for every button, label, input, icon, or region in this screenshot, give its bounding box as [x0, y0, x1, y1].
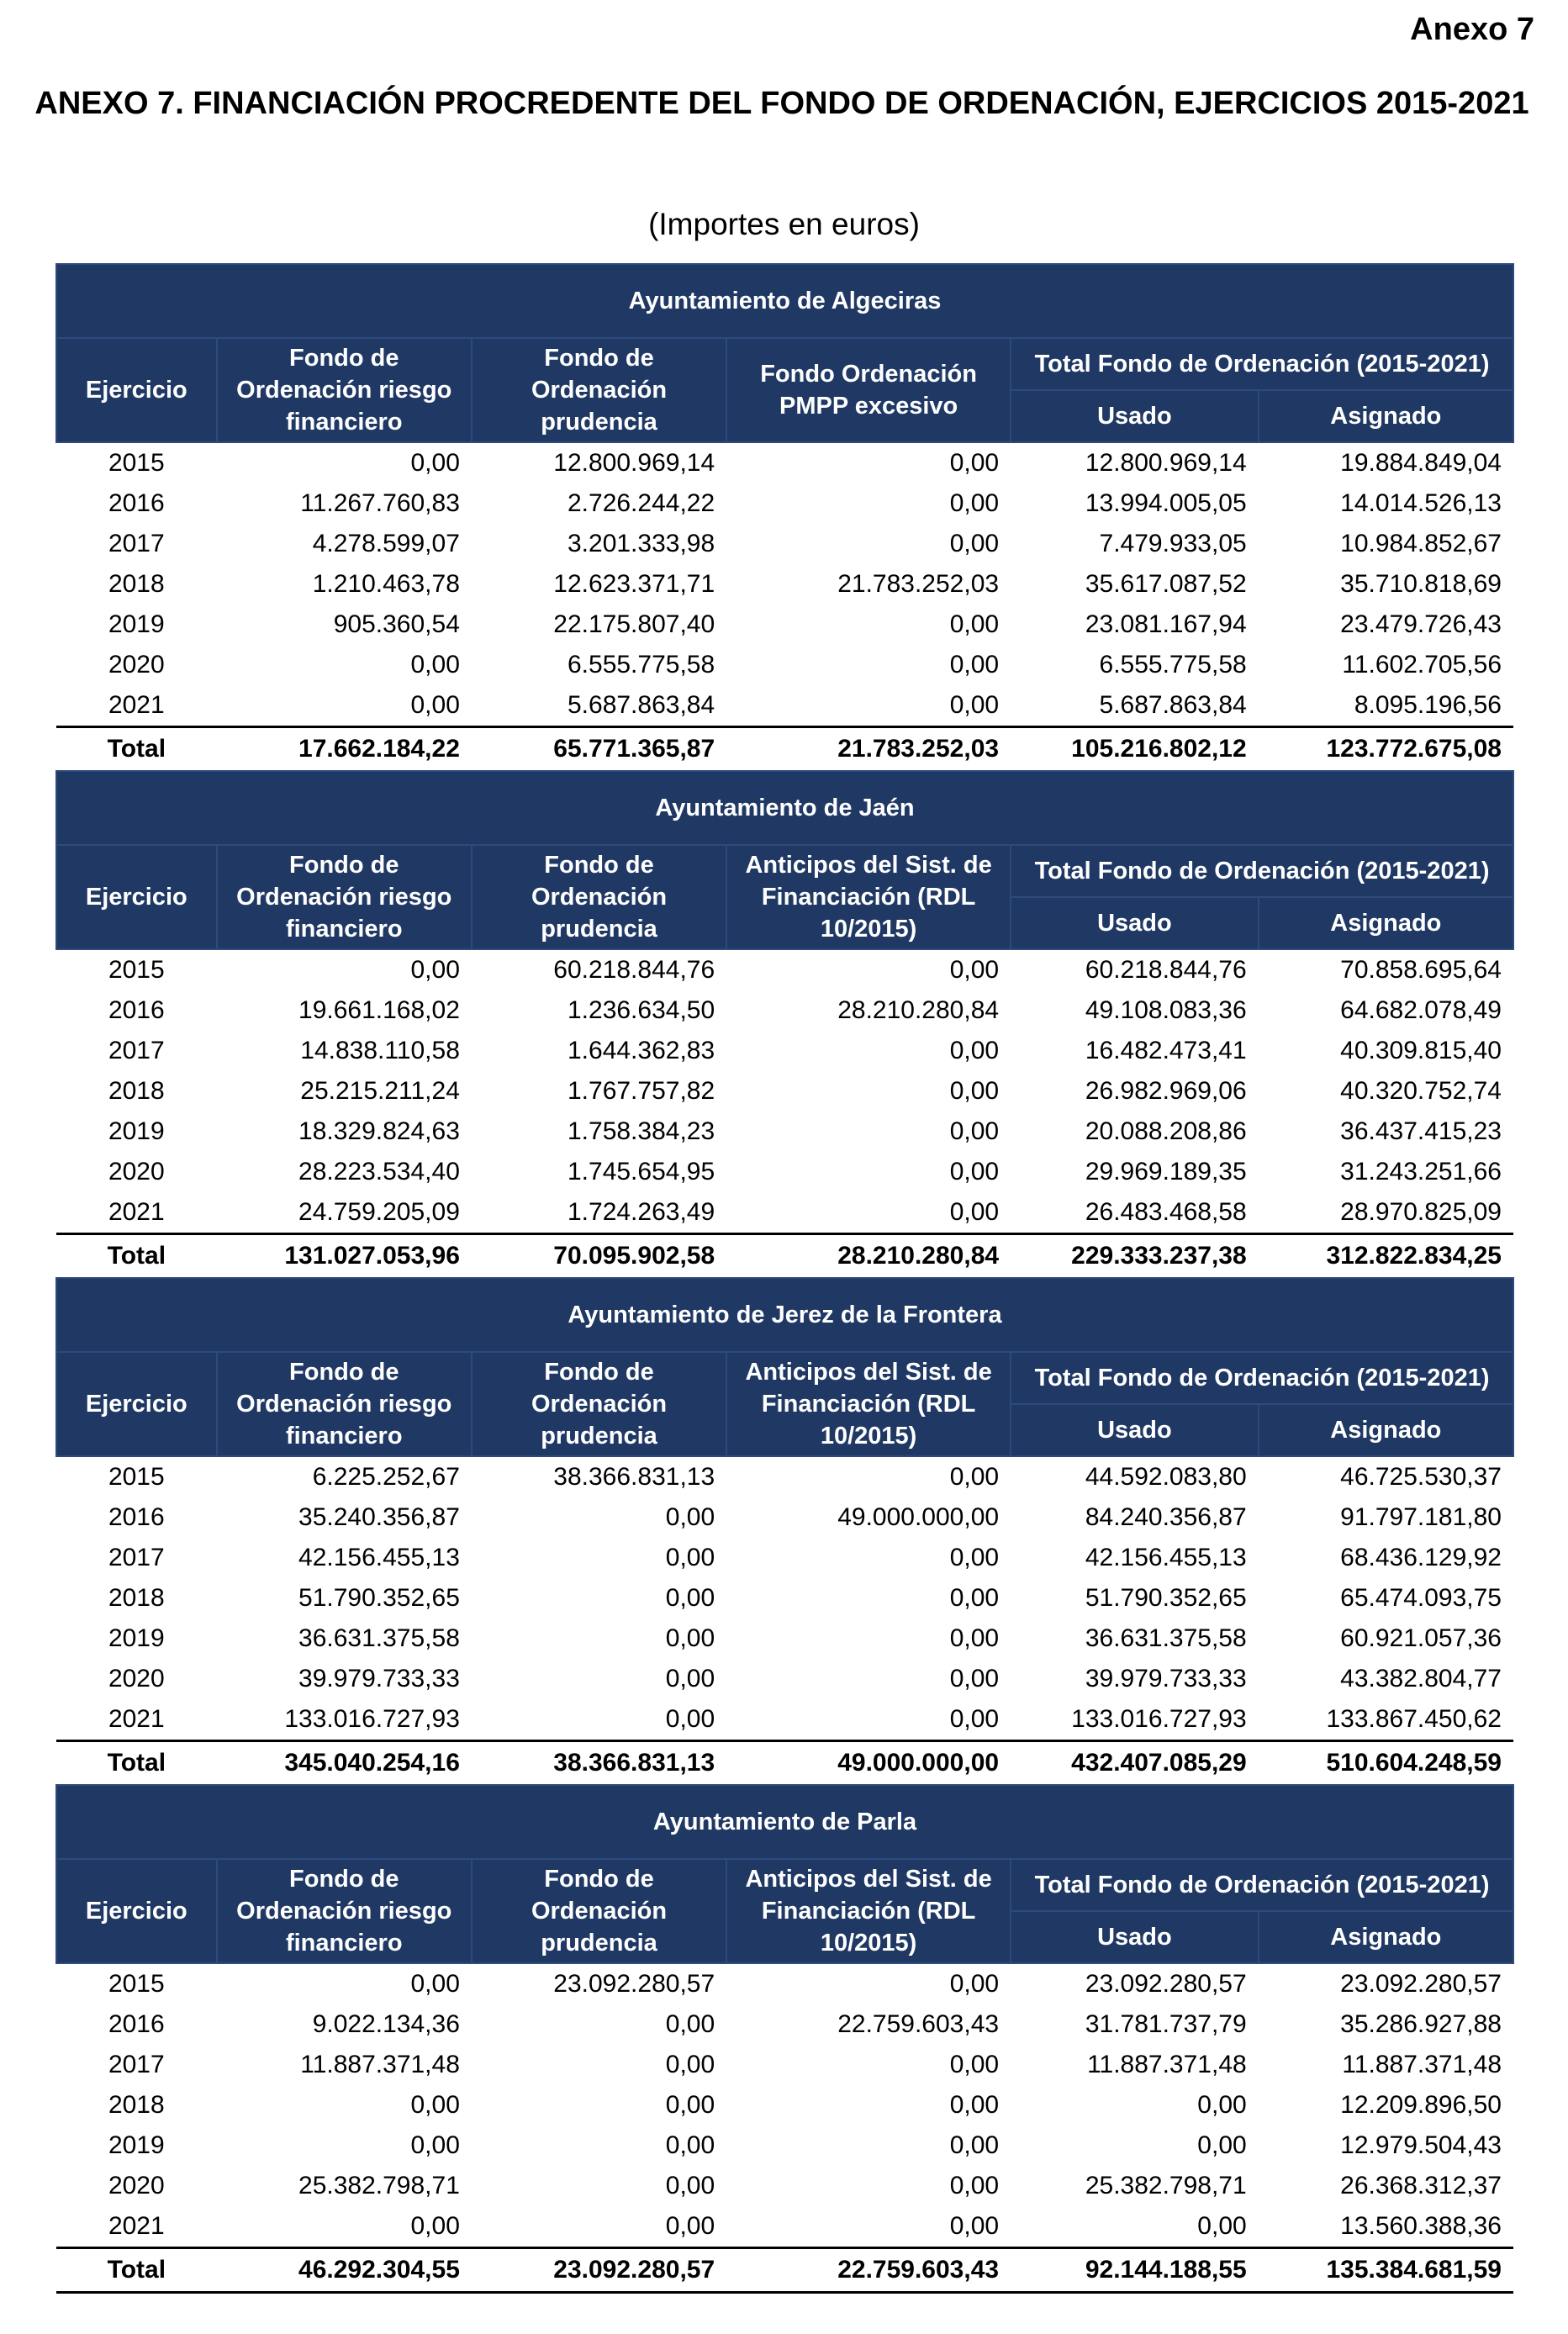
year-cell: 2015	[108, 449, 165, 477]
amount-cell: 23.081.167,94	[1085, 610, 1247, 638]
year-cell: 2019	[108, 2131, 165, 2159]
year-cell: 2016	[108, 1503, 165, 1531]
total-row	[56, 2248, 1513, 2293]
year-cell: 2021	[108, 1705, 165, 1733]
amount-cell: 0,00	[949, 610, 1000, 638]
table-row	[56, 1071, 1513, 1112]
year-cell: 2019	[108, 1624, 165, 1652]
year-cell: 2016	[108, 2010, 165, 2038]
city-name-header: Ayuntamiento de Algeciras	[56, 264, 1513, 338]
year-cell: 2015	[108, 956, 165, 984]
ejercicio-header: Ejercicio	[56, 338, 217, 442]
amount-cell: 7.479.933,05	[1099, 530, 1247, 557]
prudencia-header: Fondo de Ordenación prudencia	[472, 338, 726, 442]
section-table	[55, 1784, 1514, 2294]
total-amount: 105.216.802,12	[1011, 727, 1259, 771]
year-cell: 2018	[108, 2091, 165, 2119]
table-row	[56, 524, 1513, 564]
amount-cell: 0,00	[410, 449, 460, 477]
amount-cell: 35.240.356,87	[298, 1503, 460, 1531]
total-amount: 432.407.085,29	[1011, 1741, 1259, 1785]
amount-cell: 0,00	[949, 2131, 1000, 2159]
amount-cell: 0,00	[1197, 2091, 1247, 2119]
amount-cell: 0,00	[665, 1665, 715, 1692]
amount-cell: 22.759.603,43	[837, 2010, 1000, 2038]
amount-cell: 26.368.312,37	[1340, 2172, 1502, 2199]
amount-cell: 4.278.599,07	[312, 530, 460, 557]
amount-cell: 84.240.356,87	[1085, 1503, 1247, 1531]
table-row	[56, 1578, 1513, 1618]
table-row	[56, 564, 1513, 605]
prudencia-header: Fondo de Ordenación prudencia	[472, 1859, 726, 1963]
total-amount: 28.210.280,84	[726, 1234, 1011, 1278]
amount-cell: 6.555.775,58	[1099, 651, 1247, 679]
amount-cell: 12.800.969,14	[1085, 449, 1247, 477]
ejercicio-header: Ejercicio	[56, 845, 217, 949]
year-cell: 2020	[108, 2172, 165, 2199]
amount-cell: 19.884.849,04	[1340, 449, 1502, 477]
financing-tables	[55, 263, 1514, 2294]
asignado-header: Asignado	[1259, 1911, 1513, 1963]
amount-cell: 0,00	[949, 2172, 1000, 2199]
amount-cell: 0,00	[949, 489, 1000, 517]
amount-cell: 11.887.371,48	[1087, 2051, 1247, 2078]
amount-cell: 51.790.352,65	[298, 1584, 460, 1612]
amount-cell: 6.555.775,58	[567, 651, 715, 679]
third-fund-header: Anticipos del Sist. de Financiación (RDL 10/2015)	[726, 845, 1011, 949]
amount-cell: 14.014.526,13	[1340, 489, 1502, 517]
riesgo-financiero-header: Fondo de Ordenación riesgo financiero	[217, 1859, 472, 1963]
section-table	[55, 263, 1514, 770]
amount-cell: 0,00	[949, 1970, 1000, 1998]
table-row	[56, 2166, 1513, 2206]
amount-cell: 0,00	[410, 956, 460, 984]
total-amount: 92.144.188,55	[1011, 2248, 1259, 2293]
amount-cell: 31.781.737,79	[1085, 2010, 1247, 2038]
amount-cell: 0,00	[949, 2051, 1000, 2078]
total-amount: 345.040.254,16	[217, 1741, 472, 1785]
total-amount: 65.771.365,87	[472, 727, 726, 771]
amount-cell: 40.320.752,74	[1340, 1077, 1502, 1105]
amount-cell: 12.209.896,50	[1340, 2091, 1502, 2119]
amount-cell: 31.243.251,66	[1340, 1158, 1502, 1185]
amount-cell: 25.382.798,71	[298, 2172, 460, 2199]
asignado-header: Asignado	[1259, 897, 1513, 949]
year-cell: 2018	[108, 1584, 165, 1612]
total-label: Total	[56, 727, 217, 771]
amount-cell: 24.759.205,09	[298, 1198, 460, 1226]
page-title: ANEXO 7. FINANCIACIÓN PROCREDENTE DEL FONDO DE ORDENACIÓN, EJERCICIOS 2015-2021	[34, 86, 1529, 121]
amount-cell: 1.745.654,95	[567, 1158, 715, 1185]
total-label: Total	[56, 1234, 217, 1278]
amount-cell: 49.108.083,36	[1085, 996, 1247, 1024]
total-row	[56, 1234, 1513, 1278]
amount-cell: 0,00	[949, 1198, 1000, 1226]
asignado-header: Asignado	[1259, 1404, 1513, 1456]
table-row	[56, 1112, 1513, 1152]
amount-cell: 133.016.727,93	[1071, 1705, 1247, 1733]
amount-cell: 26.483.468,58	[1085, 1198, 1247, 1226]
amount-cell: 28.210.280,84	[837, 996, 1000, 1024]
amount-cell: 18.329.824,63	[298, 1117, 460, 1145]
amount-cell: 22.175.807,40	[553, 610, 715, 638]
page-subtitle: (Importes en euros)	[648, 207, 920, 241]
amount-cell: 36.437.415,23	[1340, 1117, 1502, 1145]
amount-cell: 0,00	[949, 1665, 1000, 1692]
city-name-header: Ayuntamiento de Jerez de la Frontera	[56, 1278, 1513, 1352]
amount-cell: 0,00	[949, 1077, 1000, 1105]
table-row	[56, 685, 1513, 727]
usado-header: Usado	[1011, 390, 1259, 442]
amount-cell: 23.479.726,43	[1340, 610, 1502, 638]
table-row	[56, 1538, 1513, 1578]
total-row	[56, 727, 1513, 771]
year-cell: 2018	[108, 1077, 165, 1105]
amount-cell: 0,00	[665, 1544, 715, 1571]
amount-cell: 0,00	[949, 1584, 1000, 1612]
table-row	[56, 645, 1513, 685]
table-row	[56, 2004, 1513, 2045]
total-amount: 17.662.184,22	[217, 727, 472, 771]
year-cell: 2017	[108, 530, 165, 557]
section-table	[55, 1277, 1514, 1784]
amount-cell: 0,00	[410, 691, 460, 719]
amount-cell: 38.366.831,13	[553, 1463, 715, 1491]
amount-cell: 0,00	[949, 691, 1000, 719]
amount-cell: 0,00	[665, 2131, 715, 2159]
prudencia-header: Fondo de Ordenación prudencia	[472, 845, 726, 949]
amount-cell: 42.156.455,13	[298, 1544, 460, 1571]
amount-cell: 0,00	[410, 1970, 460, 1998]
amount-cell: 60.218.844,76	[1085, 956, 1247, 984]
year-cell: 2015	[108, 1463, 165, 1491]
amount-cell: 0,00	[665, 1624, 715, 1652]
total-amount: 135.384.681,59	[1259, 2248, 1513, 2293]
amount-cell: 5.687.863,84	[1099, 691, 1247, 719]
amount-cell: 35.617.087,52	[1085, 570, 1247, 598]
amount-cell: 28.970.825,09	[1340, 1198, 1502, 1226]
third-fund-header: Anticipos del Sist. de Financiación (RDL 10/2015)	[726, 1352, 1011, 1456]
amount-cell: 36.631.375,58	[1085, 1624, 1247, 1652]
amount-cell: 29.969.189,35	[1085, 1158, 1247, 1185]
amount-cell: 16.482.473,41	[1085, 1037, 1247, 1064]
amount-cell: 60.921.057,36	[1340, 1624, 1502, 1652]
amount-cell: 21.783.252,03	[837, 570, 1000, 598]
amount-cell: 0,00	[949, 1463, 1000, 1491]
amount-cell: 0,00	[949, 1544, 1000, 1571]
year-cell: 2019	[108, 610, 165, 638]
amount-cell: 9.022.134,36	[312, 2010, 460, 2038]
amount-cell: 36.631.375,58	[298, 1624, 460, 1652]
total-fondo-header: Total Fondo de Ordenación (2015-2021)	[1011, 1352, 1513, 1404]
amount-cell: 0,00	[949, 530, 1000, 557]
amount-cell: 64.682.078,49	[1340, 996, 1502, 1024]
table-row	[56, 2125, 1513, 2166]
amount-cell: 0,00	[410, 2131, 460, 2159]
amount-cell: 0,00	[410, 2212, 460, 2240]
amount-cell: 51.790.352,65	[1085, 1584, 1247, 1612]
amount-cell: 0,00	[665, 2172, 715, 2199]
amount-cell: 70.858.695,64	[1340, 956, 1502, 984]
year-cell: 2021	[108, 2212, 165, 2240]
amount-cell: 35.286.927,88	[1340, 2010, 1502, 2038]
amount-cell: 11.602.705,56	[1342, 651, 1502, 679]
annex-tag: Anexo 7	[1410, 12, 1534, 47]
total-amount: 23.092.280,57	[472, 2248, 726, 2293]
amount-cell: 40.309.815,40	[1340, 1037, 1502, 1064]
amount-cell: 1.210.463,78	[312, 570, 460, 598]
amount-cell: 0,00	[665, 2212, 715, 2240]
amount-cell: 19.661.168,02	[298, 996, 460, 1024]
table-row	[56, 1659, 1513, 1699]
amount-cell: 65.474.093,75	[1340, 1584, 1502, 1612]
amount-cell: 11.267.760,83	[300, 489, 460, 517]
total-amount: 510.604.248,59	[1259, 1741, 1513, 1785]
year-cell: 2017	[108, 1037, 165, 1064]
table-row	[56, 442, 1513, 483]
amount-cell: 0,00	[1197, 2131, 1247, 2159]
total-amount: 49.000.000,00	[726, 1741, 1011, 1785]
amount-cell: 0,00	[410, 2091, 460, 2119]
asignado-header: Asignado	[1259, 390, 1513, 442]
total-fondo-header: Total Fondo de Ordenación (2015-2021)	[1011, 338, 1513, 390]
year-cell: 2016	[108, 489, 165, 517]
amount-cell: 5.687.863,84	[567, 691, 715, 719]
city-name-header: Ayuntamiento de Parla	[56, 1785, 1513, 1859]
total-amount: 38.366.831,13	[472, 1741, 726, 1785]
amount-cell: 12.979.504,43	[1340, 2131, 1502, 2159]
ejercicio-header: Ejercicio	[56, 1859, 217, 1963]
table-row	[56, 1152, 1513, 1192]
ejercicio-header: Ejercicio	[56, 1352, 217, 1456]
amount-cell: 8.095.196,56	[1354, 691, 1502, 719]
amount-cell: 0,00	[665, 2010, 715, 2038]
total-amount: 22.759.603,43	[726, 2248, 1011, 2293]
amount-cell: 42.156.455,13	[1085, 1544, 1247, 1571]
riesgo-financiero-header: Fondo de Ordenación riesgo financiero	[217, 338, 472, 442]
table-row	[56, 949, 1513, 990]
table-row	[56, 483, 1513, 524]
amount-cell: 1.758.384,23	[567, 1117, 715, 1145]
amount-cell: 0,00	[949, 1117, 1000, 1145]
prudencia-header: Fondo de Ordenación prudencia	[472, 1352, 726, 1456]
total-amount: 123.772.675,08	[1259, 727, 1513, 771]
amount-cell: 0,00	[665, 1584, 715, 1612]
amount-cell: 46.725.530,37	[1340, 1463, 1502, 1491]
table-row	[56, 2206, 1513, 2248]
amount-cell: 68.436.129,92	[1340, 1544, 1502, 1571]
total-label: Total	[56, 2248, 217, 2293]
table-row	[56, 2085, 1513, 2125]
city-name-header: Ayuntamiento de Jaén	[56, 771, 1513, 845]
third-fund-header: Fondo Ordenación PMPP excesivo	[726, 338, 1011, 442]
table-row	[56, 1497, 1513, 1538]
riesgo-financiero-header: Fondo de Ordenación riesgo financiero	[217, 845, 472, 949]
total-amount: 229.333.237,38	[1011, 1234, 1259, 1278]
table-row	[56, 990, 1513, 1031]
total-row	[56, 1741, 1513, 1785]
amount-cell: 11.887.371,48	[1342, 2051, 1502, 2078]
section-table	[55, 770, 1514, 1277]
amount-cell: 20.088.208,86	[1085, 1117, 1247, 1145]
table-row	[56, 1963, 1513, 2004]
amount-cell: 28.223.534,40	[298, 1158, 460, 1185]
usado-header: Usado	[1011, 897, 1259, 949]
year-cell: 2020	[108, 1665, 165, 1692]
table-row	[56, 1618, 1513, 1659]
amount-cell: 0,00	[949, 956, 1000, 984]
amount-cell: 905.360,54	[333, 610, 460, 638]
year-cell: 2018	[108, 570, 165, 598]
table-row	[56, 1031, 1513, 1071]
year-cell: 2015	[108, 1970, 165, 1998]
year-cell: 2017	[108, 2051, 165, 2078]
year-cell: 2017	[108, 1544, 165, 1571]
table-row	[56, 1456, 1513, 1497]
amount-cell: 0,00	[949, 1624, 1000, 1652]
amount-cell: 0,00	[949, 651, 1000, 679]
amount-cell: 0,00	[665, 1705, 715, 1733]
year-cell: 2016	[108, 996, 165, 1024]
total-amount: 70.095.902,58	[472, 1234, 726, 1278]
amount-cell: 2.726.244,22	[567, 489, 715, 517]
riesgo-financiero-header: Fondo de Ordenación riesgo financiero	[217, 1352, 472, 1456]
amount-cell: 3.201.333,98	[567, 530, 715, 557]
amount-cell: 0,00	[665, 1503, 715, 1531]
amount-cell: 0,00	[949, 2091, 1000, 2119]
amount-cell: 13.560.388,36	[1340, 2212, 1502, 2240]
table-row	[56, 605, 1513, 645]
amount-cell: 133.016.727,93	[284, 1705, 460, 1733]
amount-cell: 49.000.000,00	[837, 1503, 1000, 1531]
total-amount: 21.783.252,03	[726, 727, 1011, 771]
year-cell: 2020	[108, 651, 165, 679]
amount-cell: 13.994.005,05	[1085, 489, 1247, 517]
amount-cell: 23.092.280,57	[553, 1970, 715, 1998]
amount-cell: 0,00	[949, 2212, 1000, 2240]
amount-cell: 25.215.211,24	[300, 1077, 460, 1105]
table-row	[56, 2045, 1513, 2085]
amount-cell: 12.623.371,71	[553, 570, 715, 598]
amount-cell: 0,00	[1197, 2212, 1247, 2240]
amount-cell: 39.979.733,33	[298, 1665, 460, 1692]
year-cell: 2021	[108, 1198, 165, 1226]
amount-cell: 0,00	[949, 1705, 1000, 1733]
amount-cell: 60.218.844,76	[553, 956, 715, 984]
total-label: Total	[56, 1741, 217, 1785]
year-cell: 2020	[108, 1158, 165, 1185]
total-fondo-header: Total Fondo de Ordenación (2015-2021)	[1011, 1859, 1513, 1911]
amount-cell: 0,00	[665, 2051, 715, 2078]
third-fund-header: Anticipos del Sist. de Financiación (RDL 10/2015)	[726, 1859, 1011, 1963]
amount-cell: 23.092.280,57	[1340, 1970, 1502, 1998]
amount-cell: 91.797.181,80	[1340, 1503, 1502, 1531]
amount-cell: 0,00	[949, 1158, 1000, 1185]
amount-cell: 0,00	[665, 2091, 715, 2119]
amount-cell: 10.984.852,67	[1340, 530, 1502, 557]
amount-cell: 14.838.110,58	[300, 1037, 460, 1064]
table-row	[56, 1192, 1513, 1234]
amount-cell: 44.592.083,80	[1085, 1463, 1247, 1491]
amount-cell: 35.710.818,69	[1340, 570, 1502, 598]
amount-cell: 11.887.371,48	[300, 2051, 460, 2078]
amount-cell: 23.092.280,57	[1085, 1970, 1247, 1998]
amount-cell: 26.982.969,06	[1085, 1077, 1247, 1105]
amount-cell: 0,00	[410, 651, 460, 679]
amount-cell: 25.382.798,71	[1085, 2172, 1247, 2199]
amount-cell: 1.644.362,83	[567, 1037, 715, 1064]
year-cell: 2021	[108, 691, 165, 719]
amount-cell: 43.382.804,77	[1340, 1665, 1502, 1692]
total-amount: 131.027.053,96	[217, 1234, 472, 1278]
amount-cell: 0,00	[949, 449, 1000, 477]
amount-cell: 1.236.634,50	[567, 996, 715, 1024]
total-amount: 312.822.834,25	[1259, 1234, 1513, 1278]
amount-cell: 39.979.733,33	[1085, 1665, 1247, 1692]
table-row	[56, 1699, 1513, 1741]
amount-cell: 133.867.450,62	[1326, 1705, 1502, 1733]
amount-cell: 1.724.263,49	[567, 1198, 715, 1226]
total-amount: 46.292.304,55	[217, 2248, 472, 2293]
year-cell: 2019	[108, 1117, 165, 1145]
amount-cell: 6.225.252,67	[312, 1463, 460, 1491]
usado-header: Usado	[1011, 1404, 1259, 1456]
amount-cell: 12.800.969,14	[553, 449, 715, 477]
amount-cell: 0,00	[949, 1037, 1000, 1064]
amount-cell: 1.767.757,82	[567, 1077, 715, 1105]
total-fondo-header: Total Fondo de Ordenación (2015-2021)	[1011, 845, 1513, 897]
usado-header: Usado	[1011, 1911, 1259, 1963]
